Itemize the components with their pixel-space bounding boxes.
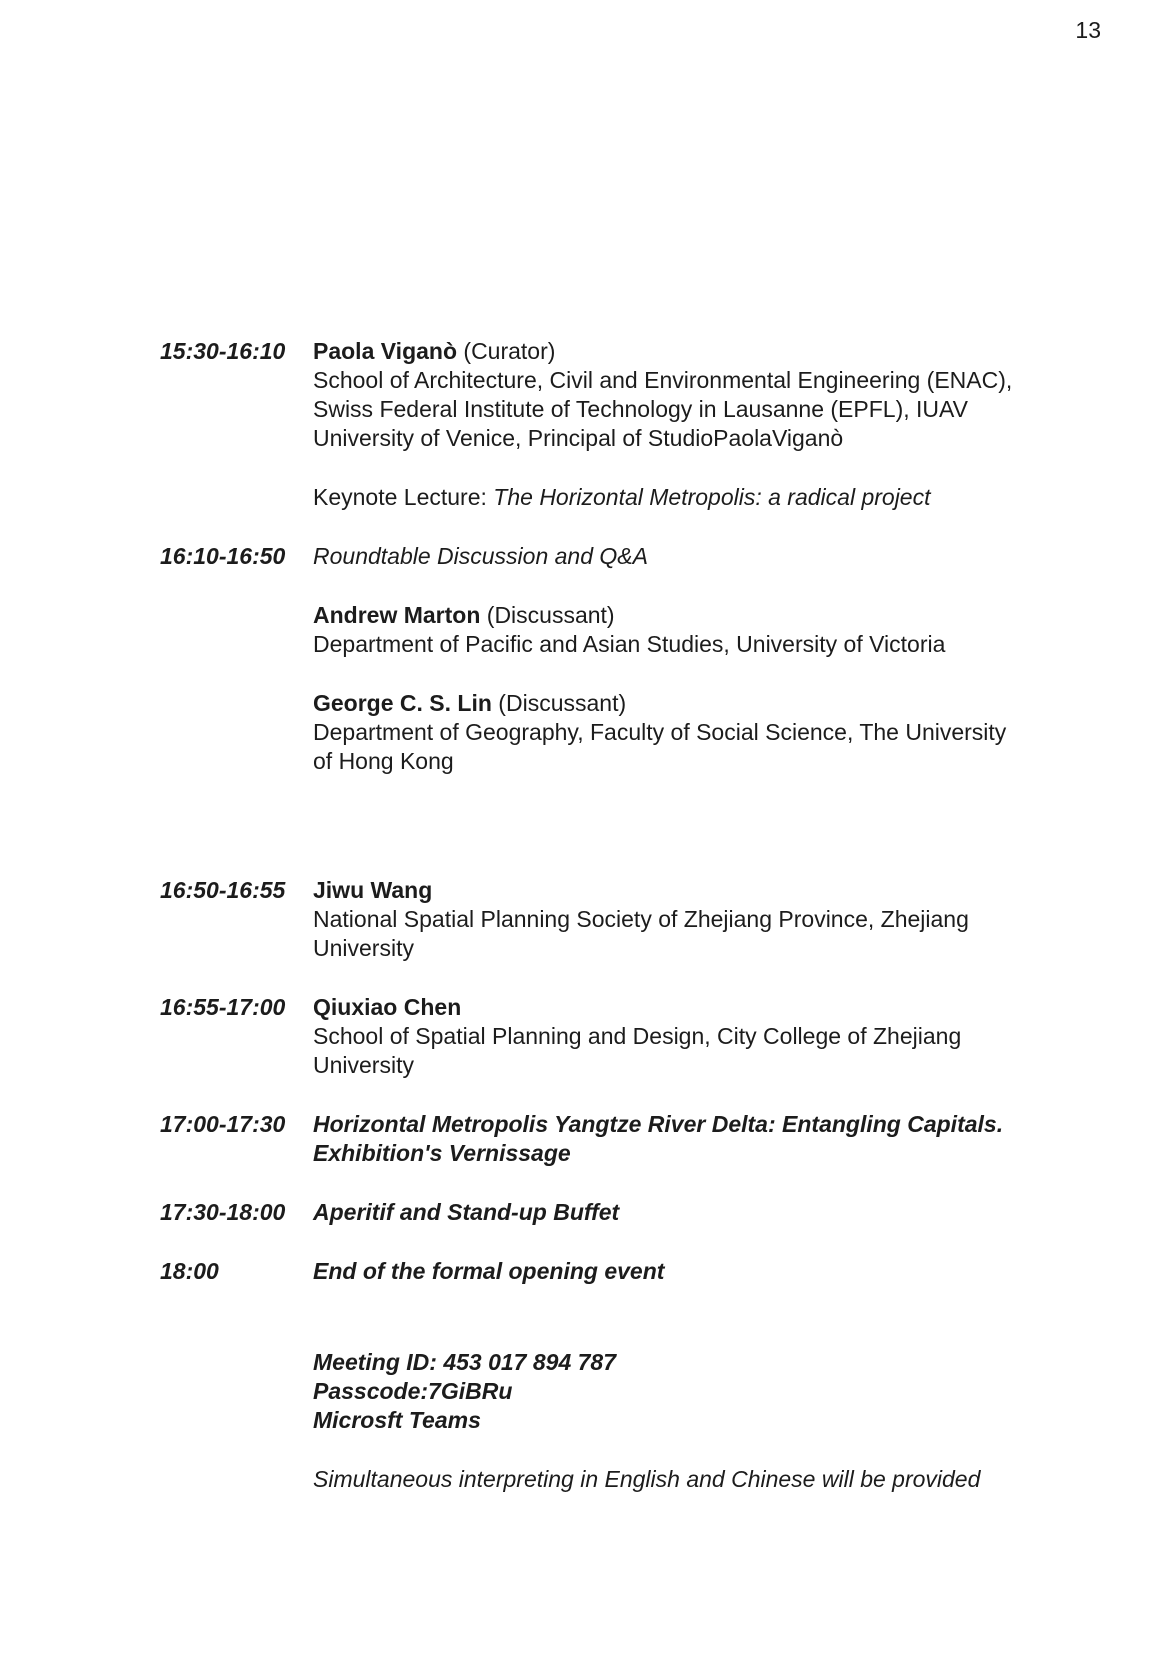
page-number: 13 [1075,17,1101,43]
text-line [313,1051,1060,1080]
text-segment: Paola Viganò [313,338,458,364]
event-content [313,1348,1060,1435]
text-segment: Roundtable Discussion and Q&A [313,543,648,569]
text-line [313,1139,1060,1168]
text-segment: University [313,935,414,961]
text-line [313,1406,1060,1435]
event-block [313,601,1060,659]
event-block [313,1198,1060,1227]
time-range: 16:10-16:50 [160,543,286,569]
text-segment: Passcode:7GiBRu [313,1378,513,1404]
text-line [313,689,1060,718]
text-line [313,542,1060,571]
event-content [313,337,1060,512]
time-range: 16:55-17:00 [160,994,286,1020]
schedule-row [160,1348,1060,1435]
text-line [313,1198,1060,1227]
text-line [313,905,1060,934]
event-content [313,1110,1060,1168]
text-line [313,483,1060,512]
event-block [313,1465,1060,1494]
text-line [313,630,1060,659]
time-range: 15:30-16:10 [160,338,286,364]
text-segment: of Hong Kong [313,748,454,774]
text-segment: George C. S. Lin [313,690,492,716]
event-block [313,993,1060,1080]
event-block [313,1257,1060,1286]
event-content [313,1257,1060,1286]
text-line [313,366,1060,395]
event-block [313,483,1060,512]
text-line [313,1022,1060,1051]
text-segment: (Curator) [457,338,556,364]
event-block [313,1110,1060,1168]
text-segment: Keynote Lecture: [313,484,494,510]
event-block [313,1348,1060,1435]
time-range: 18:00 [160,1258,219,1284]
text-line [313,1377,1060,1406]
text-line [313,395,1060,424]
event-block [313,689,1060,776]
text-segment: National Spatial Planning Society of Zhejiang Province, Zhejiang [313,906,969,932]
text-line [313,718,1060,747]
text-line [313,747,1060,776]
text-segment: School of Architecture, Civil and Environmental Engineering (ENAC), [313,367,1013,393]
text-segment: Department of Pacific and Asian Studies, University of Victoria [313,631,946,657]
schedule-row [160,993,1060,1080]
text-line [313,601,1060,630]
event-content [313,1465,1060,1494]
text-line [313,1465,1060,1494]
text-line [313,934,1060,963]
text-segment: Simultaneous interpreting in English and Chinese will be provided [313,1466,981,1492]
text-line [313,337,1060,366]
text-segment: End of the formal opening event [313,1258,665,1284]
event-block [313,337,1060,453]
text-segment: (Discussant) [480,602,615,628]
schedule-row [160,542,1060,776]
text-segment: Aperitif and Stand-up Buffet [313,1199,620,1225]
text-segment: Meeting ID: 453 017 894 787 [313,1349,616,1375]
event-content [313,993,1060,1080]
text-segment: Andrew Marton [313,602,481,628]
text-segment: (Discussant) [491,690,627,716]
schedule-row [160,1110,1060,1168]
text-segment: Qiuxiao Chen [313,994,462,1020]
event-block [313,542,1060,571]
text-segment: Jiwu Wang [313,877,433,903]
event-content [313,1198,1060,1227]
text-line [313,424,1060,453]
time-range: 17:00-17:30 [160,1111,286,1137]
event-content [313,542,1060,776]
text-segment: The Horizontal Metropolis: a radical project [493,484,931,510]
text-segment: Horizontal Metropolis Yangtze River Delta: Entangling Capitals. [313,1111,1004,1137]
text-line [313,993,1060,1022]
schedule [160,337,1060,1494]
schedule-row [160,337,1060,512]
text-line [313,1348,1060,1377]
event-content [313,876,1060,963]
text-line [313,1257,1060,1286]
text-segment: Exhibition's Vernissage [313,1140,571,1166]
time-range: 17:30-18:00 [160,1199,286,1225]
text-line [313,876,1060,905]
text-segment: Department of Geography, Faculty of Social Science, The University [313,719,1007,745]
schedule-row [160,876,1060,963]
text-segment: Microsft Teams [313,1407,481,1433]
text-segment: University [313,1052,414,1078]
text-segment: School of Spatial Planning and Design, City College of Zhejiang [313,1023,962,1049]
text-line [313,1110,1060,1139]
schedule-row [160,1198,1060,1227]
schedule-row [160,1465,1060,1494]
text-segment: University of Venice, Principal of StudioPaolaViganò [313,425,844,451]
time-range: 16:50-16:55 [160,877,286,903]
text-segment: Swiss Federal Institute of Technology in Lausanne (EPFL), IUAV [313,396,968,422]
schedule-row [160,1257,1060,1286]
event-block [313,876,1060,963]
